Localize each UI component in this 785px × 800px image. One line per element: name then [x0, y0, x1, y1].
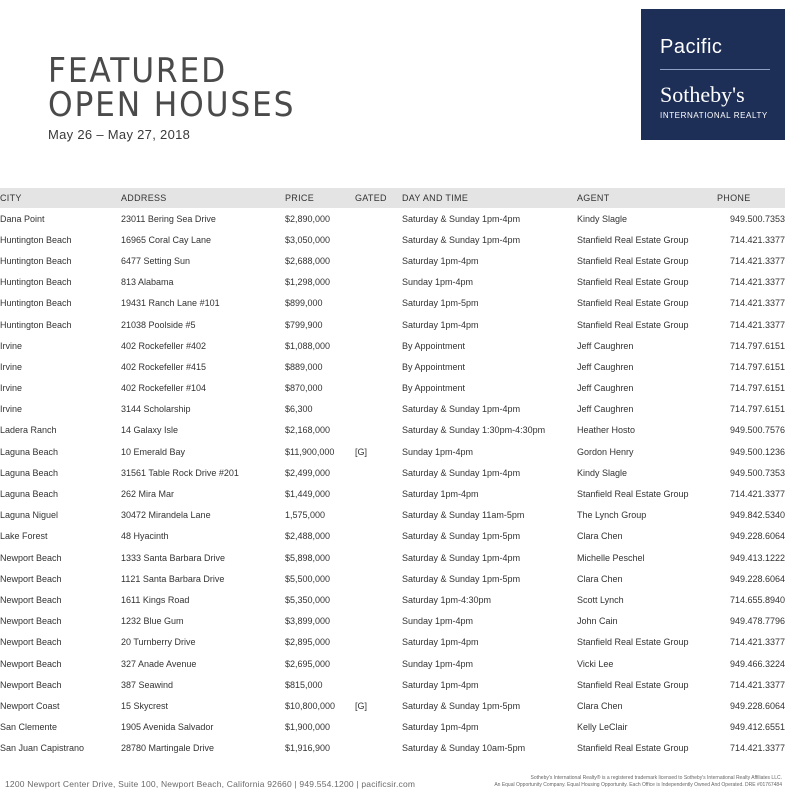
cell-day-time: Saturday & Sunday 1pm-4pm	[402, 467, 521, 478]
cell-phone: 714.421.3377	[729, 489, 785, 500]
cell-phone: 714.797.6151	[729, 404, 785, 415]
legal-notice	[452, 775, 782, 789]
cell-city: San Juan Capistrano	[0, 743, 85, 754]
cell-address: 262 Mira Mar	[121, 489, 175, 500]
cell-gated	[355, 717, 402, 738]
cell-address: 3144 Scholarship	[121, 404, 191, 415]
cell-price: $870,000	[285, 383, 323, 394]
cell-city: Newport Beach	[0, 552, 62, 563]
cell-agent: Stanfield Real Estate Group	[577, 679, 689, 690]
cell-phone: 949.466.3224	[729, 658, 785, 669]
cell-day-time: Sunday 1pm-4pm	[402, 658, 474, 669]
cell-gated	[355, 335, 402, 356]
cell-address: 1333 Santa Barbara Drive	[121, 552, 226, 563]
cell-day-time: Saturday 1pm-4pm	[402, 637, 479, 648]
cell-day-time: Saturday 1pm-4pm	[402, 722, 479, 733]
cell-address: 1905 Avenida Salvador	[121, 722, 214, 733]
table-row	[0, 632, 785, 653]
cell-phone: 714.421.3377	[729, 637, 785, 648]
cell-gated	[355, 229, 402, 250]
cell-city: Newport Beach	[0, 658, 62, 669]
cell-price: $10,800,000	[285, 700, 336, 711]
cell-agent: John Cain	[577, 616, 618, 627]
column-header-day-time: DAY AND TIME	[402, 188, 577, 208]
title-line-2: OPEN HOUSES	[48, 85, 296, 125]
cell-phone: 949.500.7353	[729, 213, 785, 224]
cell-phone: 714.421.3377	[729, 298, 785, 309]
column-header-agent: AGENT	[577, 188, 717, 208]
cell-price: $5,350,000	[285, 594, 331, 605]
cell-gated	[355, 653, 402, 674]
cell-address: 813 Alabama	[121, 277, 174, 288]
cell-gated	[355, 589, 402, 610]
cell-price: $3,899,000	[285, 616, 331, 627]
cell-gated	[355, 420, 402, 441]
table-row	[0, 695, 785, 716]
page-title	[48, 51, 296, 125]
cell-gated	[355, 674, 402, 695]
cell-day-time: Saturday & Sunday 1:30pm-4:30pm	[402, 425, 546, 436]
table-row	[0, 526, 785, 547]
cell-address: 1611 Kings Road	[121, 594, 190, 605]
cell-day-time: Saturday 1pm-4pm	[402, 255, 479, 266]
cell-phone: 949.412.6551	[729, 722, 785, 733]
cell-day-time: Saturday & Sunday 1pm-4pm	[402, 552, 521, 563]
cell-price: $1,449,000	[285, 489, 331, 500]
cell-price: $5,500,000	[285, 573, 331, 584]
cell-gated: [G]	[355, 700, 368, 711]
cell-gated	[355, 632, 402, 653]
cell-day-time: Sunday 1pm-4pm	[402, 616, 474, 627]
cell-city: Laguna Niguel	[0, 510, 59, 521]
cell-gated	[355, 399, 402, 420]
logo-line-realty: INTERNATIONAL REALTY	[660, 111, 768, 120]
cell-address: 15 Skycrest	[121, 700, 169, 711]
cell-address: 402 Rockefeller #104	[121, 383, 207, 394]
cell-gated	[355, 738, 402, 759]
open-houses-table	[0, 188, 785, 759]
cell-gated	[355, 208, 402, 229]
table-header-row	[0, 188, 785, 208]
cell-day-time: Saturday & Sunday 1pm-4pm	[402, 404, 521, 415]
cell-price: $2,488,000	[285, 531, 331, 542]
cell-day-time: Saturday 1pm-4:30pm	[402, 594, 492, 605]
cell-agent: Heather Hosto	[577, 425, 636, 436]
cell-agent: Kindy Slagle	[577, 213, 628, 224]
cell-city: Ladera Ranch	[0, 425, 57, 436]
cell-agent: Gordon Henry	[577, 446, 634, 457]
cell-agent: Jeff Caughren	[577, 340, 634, 351]
title-line-1: FEATURED	[48, 51, 228, 91]
cell-city: Irvine	[0, 404, 23, 415]
cell-address: 30472 Mirandela Lane	[121, 510, 211, 521]
cell-address: 16965 Coral Cay Lane	[121, 234, 212, 245]
cell-price: $1,298,000	[285, 277, 331, 288]
table-row	[0, 399, 785, 420]
cell-day-time: Saturday & Sunday 1pm-4pm	[402, 213, 521, 224]
cell-city: Newport Beach	[0, 637, 62, 648]
cell-address: 327 Anade Avenue	[121, 658, 197, 669]
cell-city: Huntington Beach	[0, 298, 72, 309]
cell-price: $2,499,000	[285, 467, 331, 478]
cell-phone: 949.413.1222	[729, 552, 785, 563]
cell-city: Lake Forest	[0, 531, 48, 542]
column-header-price: PRICE	[285, 188, 355, 208]
cell-price: $2,895,000	[285, 637, 331, 648]
cell-price: $899,000	[285, 298, 323, 309]
cell-day-time: Saturday 1pm-4pm	[402, 319, 479, 330]
cell-city: Newport Beach	[0, 616, 62, 627]
logo-line-pacific: Pacific	[660, 36, 723, 58]
cell-price: $1,916,900	[285, 743, 331, 754]
cell-gated	[355, 483, 402, 504]
table-row	[0, 208, 785, 229]
cell-city: Irvine	[0, 361, 23, 372]
cell-phone: 714.797.6151	[729, 361, 785, 372]
cell-day-time: Sunday 1pm-4pm	[402, 446, 474, 457]
cell-phone: 714.421.3377	[729, 277, 785, 288]
cell-gated	[355, 462, 402, 483]
cell-day-time: Saturday 1pm-4pm	[402, 489, 479, 500]
column-header-address: ADDRESS	[121, 188, 285, 208]
cell-price: $889,000	[285, 361, 323, 372]
cell-address: 1121 Santa Barbara Drive	[121, 573, 225, 584]
cell-price: $2,688,000	[285, 255, 331, 266]
cell-gated	[355, 568, 402, 589]
table-row	[0, 314, 785, 335]
cell-phone: 949.478.7796	[729, 616, 785, 627]
table-row	[0, 483, 785, 504]
cell-gated: [G]	[355, 446, 368, 457]
cell-address: 21038 Poolside #5	[121, 319, 196, 330]
legal-line-1: Sotheby's International Realty® is a registered trademark licensed to Sotheby's International Realty Affiliates LLC.	[530, 775, 782, 781]
cell-phone: 949.500.1236	[729, 446, 785, 457]
cell-phone: 949.500.7576	[729, 425, 785, 436]
cell-phone: 949.842.5340	[729, 510, 785, 521]
cell-address: 20 Turnberry Drive	[121, 637, 196, 648]
brand-logo	[641, 9, 785, 140]
table-row	[0, 589, 785, 610]
cell-city: Newport Beach	[0, 573, 62, 584]
column-header-city: CITY	[0, 188, 121, 208]
cell-phone: 714.421.3377	[729, 743, 785, 754]
cell-address: 402 Rockefeller #402	[121, 340, 207, 351]
cell-agent: Stanfield Real Estate Group	[577, 234, 689, 245]
cell-agent: Clara Chen	[577, 573, 623, 584]
cell-phone: 949.228.6064	[729, 700, 785, 711]
cell-agent: Stanfield Real Estate Group	[577, 298, 689, 309]
cell-city: Huntington Beach	[0, 255, 72, 266]
cell-address: 387 Seawind	[121, 679, 174, 690]
cell-day-time: Saturday & Sunday 1pm-5pm	[402, 700, 521, 711]
cell-gated	[355, 250, 402, 271]
cell-gated	[355, 378, 402, 399]
cell-agent: Stanfield Real Estate Group	[577, 489, 689, 500]
cell-agent: Jeff Caughren	[577, 404, 634, 415]
table-row	[0, 738, 785, 759]
cell-city: Dana Point	[0, 213, 45, 224]
cell-phone: 714.797.6151	[729, 340, 785, 351]
cell-gated	[355, 505, 402, 526]
cell-city: Newport Beach	[0, 679, 62, 690]
column-header-phone: PHONE	[717, 188, 785, 208]
cell-price: $3,050,000	[285, 234, 331, 245]
cell-price: $2,695,000	[285, 658, 331, 669]
cell-city: Irvine	[0, 340, 23, 351]
table-row	[0, 674, 785, 695]
cell-day-time: Saturday & Sunday 10am-5pm	[402, 743, 526, 754]
column-header-gated: GATED	[355, 188, 402, 208]
cell-price: $2,890,000	[285, 213, 331, 224]
cell-city: Huntington Beach	[0, 234, 72, 245]
table-row	[0, 272, 785, 293]
cell-address: 1232 Blue Gum	[121, 616, 184, 627]
cell-city: Irvine	[0, 383, 23, 394]
cell-address: 402 Rockefeller #415	[121, 361, 207, 372]
cell-address: 6477 Setting Sun	[121, 255, 191, 266]
cell-price: $1,900,000	[285, 722, 331, 733]
table-row	[0, 229, 785, 250]
cell-gated	[355, 526, 402, 547]
cell-agent: Vicki Lee	[577, 658, 614, 669]
cell-address: 10 Emerald Bay	[121, 446, 186, 457]
cell-price: $5,898,000	[285, 552, 331, 563]
cell-city: Laguna Beach	[0, 467, 59, 478]
cell-agent: Scott Lynch	[577, 594, 624, 605]
table-row	[0, 441, 785, 462]
cell-day-time: Saturday 1pm-4pm	[402, 679, 479, 690]
cell-city: Huntington Beach	[0, 319, 72, 330]
table-row	[0, 717, 785, 738]
cell-agent: The Lynch Group	[577, 510, 647, 521]
cell-price: $815,000	[285, 679, 323, 690]
table-row	[0, 378, 785, 399]
cell-address: 48 Hyacinth	[121, 531, 169, 542]
cell-phone: 714.421.3377	[729, 234, 785, 245]
cell-address: 19431 Ranch Lane #101	[121, 298, 220, 309]
table-row	[0, 335, 785, 356]
date-range: May 26 – May 27, 2018	[48, 127, 191, 142]
cell-city: Laguna Beach	[0, 489, 59, 500]
cell-address: 23011 Bering Sea Drive	[121, 213, 216, 224]
cell-phone: 949.228.6064	[729, 531, 785, 542]
office-address: 1200 Newport Center Drive, Suite 100, Newport Beach, California 92660 | 949.554.1200 | pacificsir.com	[5, 779, 416, 789]
cell-city: San Clemente	[0, 722, 58, 733]
cell-price: $799,900	[285, 319, 323, 330]
table-row	[0, 420, 785, 441]
table-row	[0, 505, 785, 526]
cell-address: 31561 Table Rock Drive #201	[121, 467, 239, 478]
table-row	[0, 293, 785, 314]
cell-day-time: Saturday & Sunday 1pm-4pm	[402, 234, 521, 245]
cell-gated	[355, 314, 402, 335]
cell-phone: 714.797.6151	[729, 383, 785, 394]
cell-agent: Kelly LeClair	[577, 722, 628, 733]
cell-day-time: Saturday 1pm-5pm	[402, 298, 479, 309]
cell-price: $1,088,000	[285, 340, 331, 351]
table-row	[0, 462, 785, 483]
cell-gated	[355, 272, 402, 293]
cell-phone: 949.500.7353	[729, 467, 785, 478]
cell-phone: 714.421.3377	[729, 679, 785, 690]
cell-agent: Stanfield Real Estate Group	[577, 319, 689, 330]
cell-city: Newport Coast	[0, 700, 60, 711]
table-row	[0, 547, 785, 568]
cell-day-time: Saturday & Sunday 11am-5pm	[402, 510, 525, 521]
legal-line-2: An Equal Opportunity Company. Equal Housing Opportunity. Each Office is Independently Owned And Operated. DRE #01767484	[494, 782, 782, 788]
cell-phone: 949.228.6064	[729, 573, 785, 584]
cell-city: Newport Beach	[0, 594, 62, 605]
cell-price: $6,300	[285, 404, 313, 415]
cell-phone: 714.421.3377	[729, 255, 785, 266]
cell-price: 1,575,000	[285, 510, 326, 521]
cell-agent: Stanfield Real Estate Group	[577, 743, 689, 754]
table-row	[0, 611, 785, 632]
cell-city: Laguna Beach	[0, 446, 59, 457]
table-row	[0, 653, 785, 674]
cell-phone: 714.655.8940	[729, 594, 785, 605]
cell-gated	[355, 611, 402, 632]
cell-agent: Kindy Slagle	[577, 467, 628, 478]
cell-agent: Stanfield Real Estate Group	[577, 277, 689, 288]
cell-agent: Stanfield Real Estate Group	[577, 255, 689, 266]
cell-day-time: Saturday & Sunday 1pm-5pm	[402, 531, 521, 542]
cell-gated	[355, 356, 402, 377]
table-row	[0, 356, 785, 377]
cell-price: $11,900,000	[285, 446, 335, 457]
table-row	[0, 250, 785, 271]
cell-agent: Clara Chen	[577, 700, 623, 711]
cell-phone: 714.421.3377	[729, 319, 785, 330]
cell-agent: Clara Chen	[577, 531, 623, 542]
cell-agent: Michelle Peschel	[577, 552, 645, 563]
cell-agent: Jeff Caughren	[577, 361, 634, 372]
cell-day-time: Sunday 1pm-4pm	[402, 277, 474, 288]
cell-price: $2,168,000	[285, 425, 331, 436]
table-body	[0, 208, 785, 759]
cell-address: 28780 Martingale Drive	[121, 743, 215, 754]
cell-agent: Jeff Caughren	[577, 383, 634, 394]
cell-city: Huntington Beach	[0, 277, 72, 288]
cell-gated	[355, 547, 402, 568]
logo-line-sothebys: Sotheby's	[660, 82, 745, 107]
logo-divider	[660, 69, 770, 70]
cell-gated	[355, 293, 402, 314]
cell-day-time: By Appointment	[402, 340, 466, 351]
cell-day-time: Saturday & Sunday 1pm-5pm	[402, 573, 521, 584]
cell-day-time: By Appointment	[402, 383, 466, 394]
table-row	[0, 568, 785, 589]
cell-day-time: By Appointment	[402, 361, 466, 372]
cell-address: 14 Galaxy Isle	[121, 425, 179, 436]
cell-agent: Stanfield Real Estate Group	[577, 637, 689, 648]
